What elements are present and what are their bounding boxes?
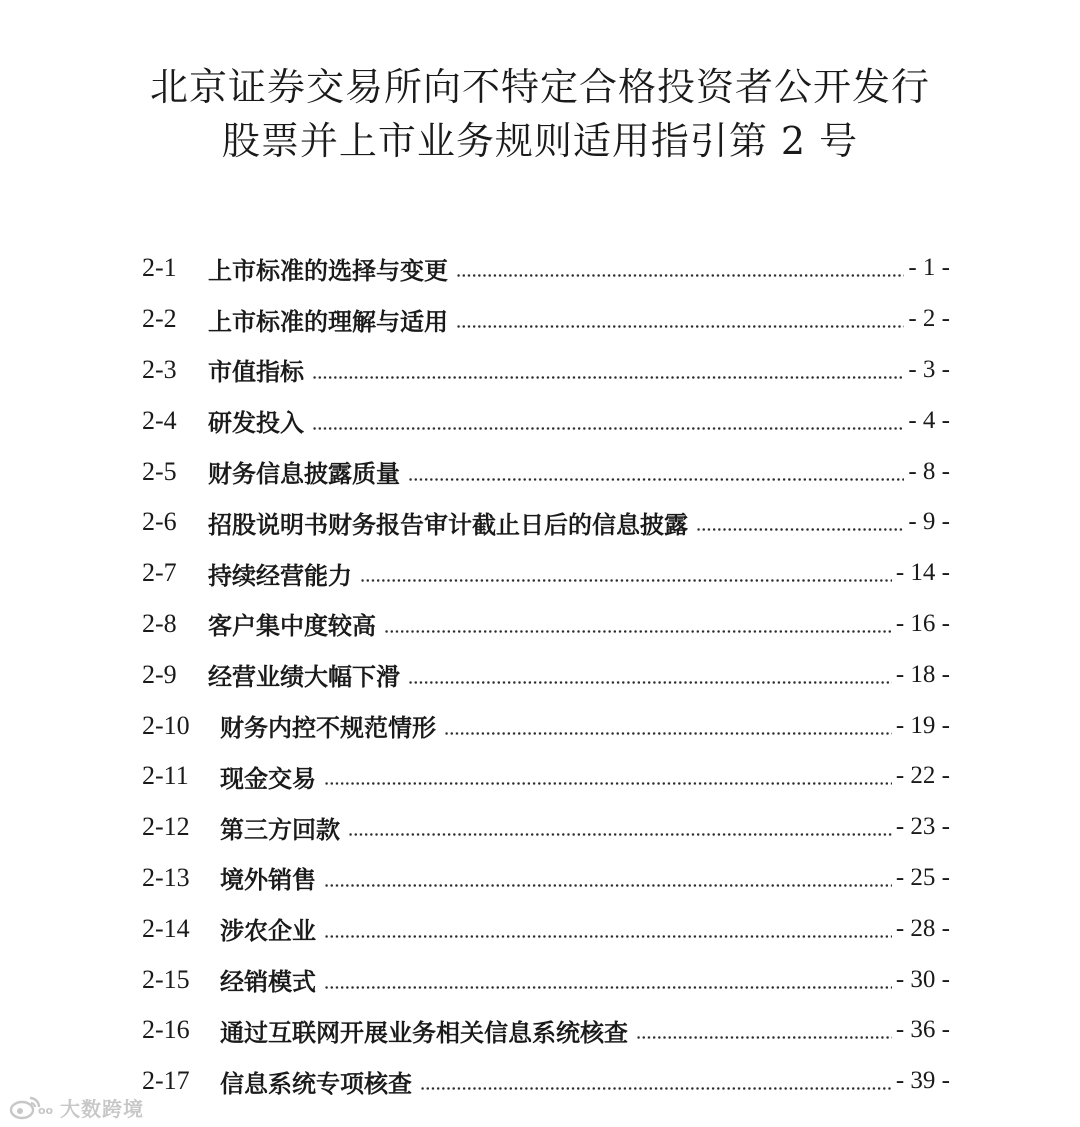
weibo-logo-icon: [8, 1092, 54, 1122]
toc-entry: [142, 446, 950, 497]
toc-entry: [142, 548, 950, 599]
toc-entry: [142, 395, 950, 446]
toc-entry-number: 2-5: [142, 456, 177, 486]
watermark: [8, 1092, 144, 1122]
toc-dot-leader: [456, 307, 904, 331]
toc-entry-page: - 18 -: [895, 660, 950, 688]
toc-entry-title: 上市标准的选择与变更: [208, 256, 448, 285]
toc-entry: [142, 802, 950, 853]
toc-entry: [142, 853, 950, 904]
table-of-contents: [142, 243, 950, 1107]
toc-entry-number: 2-11: [142, 761, 189, 791]
toc-dot-leader: [360, 561, 892, 585]
toc-dot-leader: [420, 1069, 892, 1093]
toc-entry: [142, 903, 950, 954]
toc-dot-leader: [696, 510, 904, 534]
toc-entry-page: - 2 -: [908, 305, 950, 333]
toc-entry-title: 市值指标: [208, 358, 304, 387]
toc-entry-title: 上市标准的理解与适用: [208, 307, 448, 336]
toc-dot-leader: [408, 663, 892, 687]
toc-entry-title: 持续经营能力: [208, 561, 352, 590]
document-title-line-2: 股票并上市业务规则适用指引第 2 号: [221, 119, 859, 163]
toc-entry-number: 2-6: [142, 507, 177, 537]
toc-entry: [142, 1056, 950, 1107]
toc-entry-title: 经营业绩大幅下滑: [208, 663, 400, 692]
toc-entry: [142, 649, 950, 700]
toc-entry-number: 2-3: [142, 354, 177, 384]
svg-text:oo: oo: [38, 1104, 54, 1117]
toc-dot-leader: [324, 917, 892, 941]
toc-entry: [142, 599, 950, 650]
toc-entry-page: - 8 -: [908, 457, 950, 485]
toc-dot-leader: [324, 866, 892, 890]
toc-entry-title: 客户集中度较高: [208, 612, 376, 641]
toc-entry-number: 2-9: [142, 659, 177, 689]
toc-entry-number: 2-17: [142, 1066, 190, 1096]
toc-entry-page: - 14 -: [895, 559, 950, 587]
toc-entry-page: - 25 -: [895, 863, 950, 891]
toc-dot-leader: [348, 815, 892, 839]
toc-entry-title: 境外销售: [220, 866, 316, 895]
toc-entry-title: 现金交易: [220, 764, 316, 793]
toc-entry: [142, 243, 950, 294]
toc-entry: [142, 954, 950, 1005]
toc-dot-leader: [456, 256, 904, 280]
toc-entry-page: - 30 -: [895, 965, 950, 993]
toc-entry-page: - 39 -: [895, 1067, 950, 1095]
toc-entry-number: 2-10: [142, 710, 190, 740]
toc-entry-title: 财务信息披露质量: [208, 460, 400, 489]
toc-dot-leader: [384, 612, 892, 636]
toc-entry-page: - 19 -: [895, 711, 950, 739]
toc-entry-title: 财务内控不规范情形: [220, 714, 436, 743]
toc-entry: [142, 345, 950, 396]
toc-entry: [142, 1005, 950, 1056]
toc-entry-number: 2-16: [142, 1015, 190, 1045]
toc-dot-leader: [312, 358, 904, 382]
toc-entry-page: - 23 -: [895, 813, 950, 841]
toc-entry-page: - 4 -: [908, 406, 950, 434]
toc-dot-leader: [324, 968, 892, 992]
document-title-line-1: 北京证券交易所向不特定合格投资者公开发行: [149, 65, 930, 109]
toc-entry-number: 2-15: [142, 964, 190, 994]
toc-entry-title: 涉农企业: [220, 917, 316, 946]
toc-entry-title: 经销模式: [220, 968, 316, 997]
toc-entry: [142, 294, 950, 345]
toc-entry: [142, 700, 950, 751]
toc-entry-page: - 16 -: [895, 609, 950, 637]
toc-entry-number: 2-12: [142, 812, 190, 842]
toc-entry-number: 2-1: [142, 253, 177, 283]
toc-entry-title: 通过互联网开展业务相关信息系统核查: [220, 1018, 628, 1047]
toc-entry-number: 2-8: [142, 608, 177, 638]
toc-entry-title: 第三方回款: [220, 815, 340, 844]
toc-entry-number: 2-14: [142, 913, 190, 943]
toc-entry-page: - 9 -: [908, 508, 950, 536]
toc-dot-leader: [312, 409, 904, 433]
toc-entry: [142, 497, 950, 548]
toc-entry-title: 研发投入: [208, 409, 304, 438]
toc-entry-number: 2-13: [142, 862, 190, 892]
toc-dot-leader: [408, 460, 904, 484]
toc-dot-leader: [324, 764, 892, 788]
toc-entry-page: - 22 -: [895, 762, 950, 790]
toc-entry-title: 招股说明书财务报告审计截止日后的信息披露: [208, 510, 688, 539]
toc-entry: [142, 751, 950, 802]
toc-entry-page: - 28 -: [895, 914, 950, 942]
watermark-text: 大数跨境: [60, 1096, 144, 1121]
toc-entry-page: - 1 -: [908, 254, 950, 282]
toc-entry-page: - 3 -: [908, 355, 950, 383]
toc-entry-number: 2-7: [142, 558, 177, 588]
toc-entry-number: 2-4: [142, 405, 177, 435]
toc-entry-page: - 36 -: [895, 1016, 950, 1044]
toc-dot-leader: [636, 1018, 892, 1042]
toc-entry-number: 2-2: [142, 304, 177, 334]
toc-entry-title: 信息系统专项核查: [220, 1069, 412, 1098]
toc-dot-leader: [444, 714, 892, 738]
